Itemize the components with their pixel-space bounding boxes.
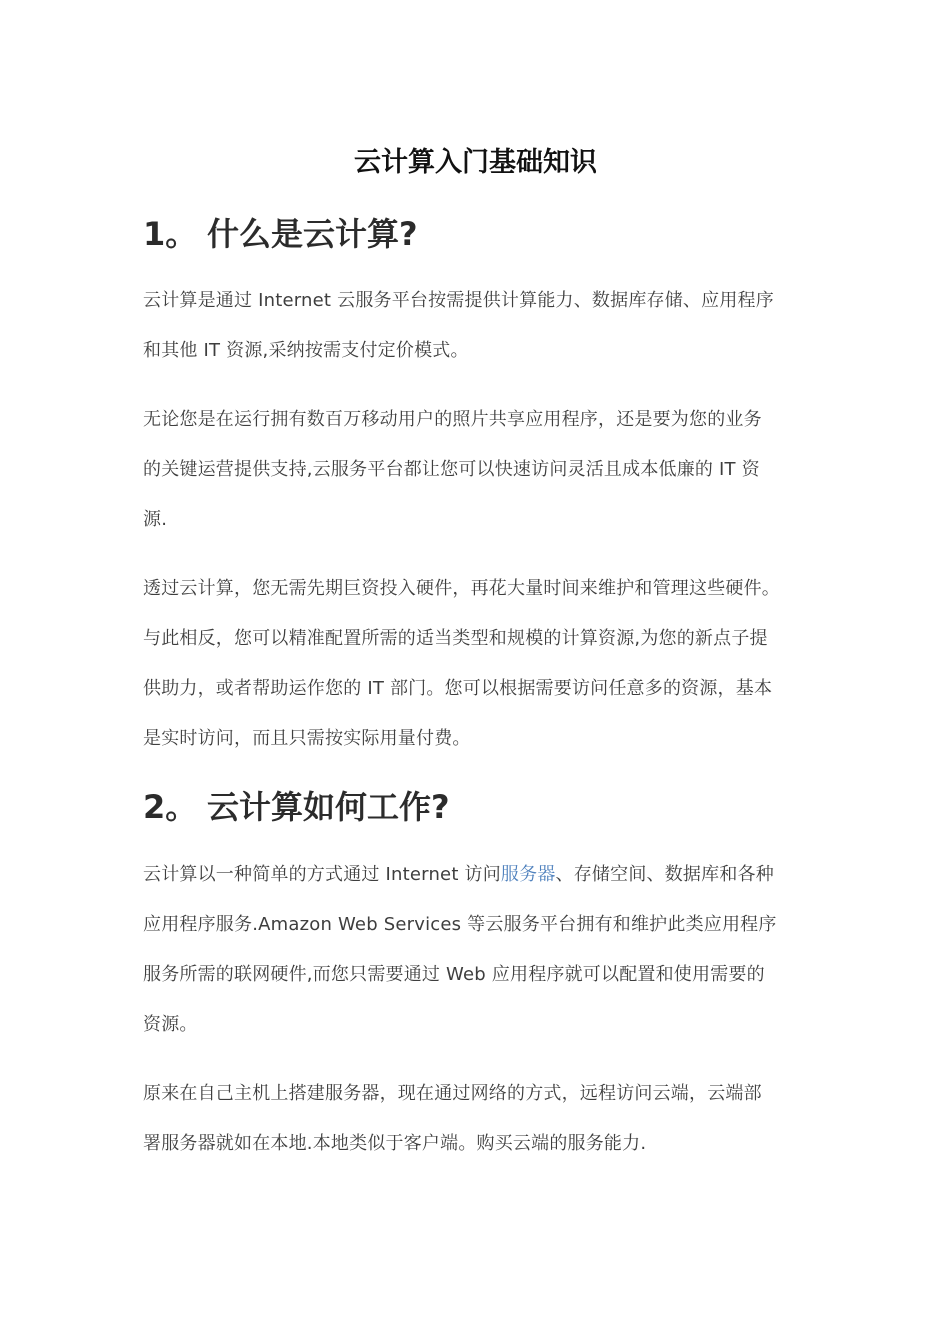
document-title: 云计算入门基础知识 xyxy=(354,147,597,178)
paragraph-line: 和其他 IT 资源,采纳按需支付定价模式。 xyxy=(143,340,469,361)
paragraph-line: 源. xyxy=(143,509,168,530)
paragraph-line: 署服务器就如在本地.本地类似于客户端。购买云端的服务能力. xyxy=(143,1133,647,1154)
section-heading-2 xyxy=(143,782,450,832)
paragraph-line: 服务所需的联网硬件,而您只需要通过 Web 应用程序就可以配置和使用需要的 xyxy=(143,964,765,985)
text-segment: 云计算以一种简单的方式通过 Internet 访问 xyxy=(143,864,501,885)
paragraph-2-1 xyxy=(143,850,808,1050)
paragraph-line: 云计算是通过 Internet 云服务平台按需提供计算能力、数据库存储、应用程序 xyxy=(143,290,774,311)
section-number-2: 2。 xyxy=(143,788,198,826)
section-number-1: 1。 xyxy=(143,215,198,253)
paragraph-line: 无论您是在运行拥有数百万移动用户的照片共享应用程序，还是要为您的业务 xyxy=(143,409,762,430)
paragraph-line: 供助力，或者帮助运作您的 IT 部门。您可以根据需要访问任意多的资源，基本 xyxy=(143,678,773,699)
paragraph-2-2 xyxy=(143,1069,808,1169)
paragraph-line: 透过云计算，您无需先期巨资投入硬件，再花大量时间来维护和管理这些硬件。 xyxy=(143,578,780,599)
servers-link[interactable]: 服务器 xyxy=(500,864,556,885)
paragraph-line: 与此相反，您可以精准配置所需的适当类型和规模的计算资源,为您的新点子提 xyxy=(143,628,768,649)
text-segment: 、存储空间、数据库和各种 xyxy=(555,864,774,885)
paragraph-line: 应用程序服务.Amazon Web Services 等云服务平台拥有和维护此类应用程序 xyxy=(143,914,777,935)
paragraph-1-1 xyxy=(143,276,808,376)
paragraph-line: 原来在自己主机上搭建服务器，现在通过网络的方式，远程访问云端，云端部 xyxy=(143,1083,762,1104)
paragraph-1-2 xyxy=(143,395,808,545)
section-heading-1 xyxy=(143,209,418,259)
paragraph-line xyxy=(143,850,808,900)
paragraph-line: 资源。 xyxy=(143,1014,198,1035)
paragraph-line: 的关键运营提供支持,云服务平台都让您可以快速访问灵活且成本低廉的 IT 资 xyxy=(143,459,760,480)
paragraph-1-3 xyxy=(143,564,808,764)
section-title-2: 云计算如何工作? xyxy=(207,788,450,826)
paragraph-line: 是实时访问，而且只需按实际用量付费。 xyxy=(143,728,471,749)
section-title-1: 什么是云计算? xyxy=(207,215,418,253)
